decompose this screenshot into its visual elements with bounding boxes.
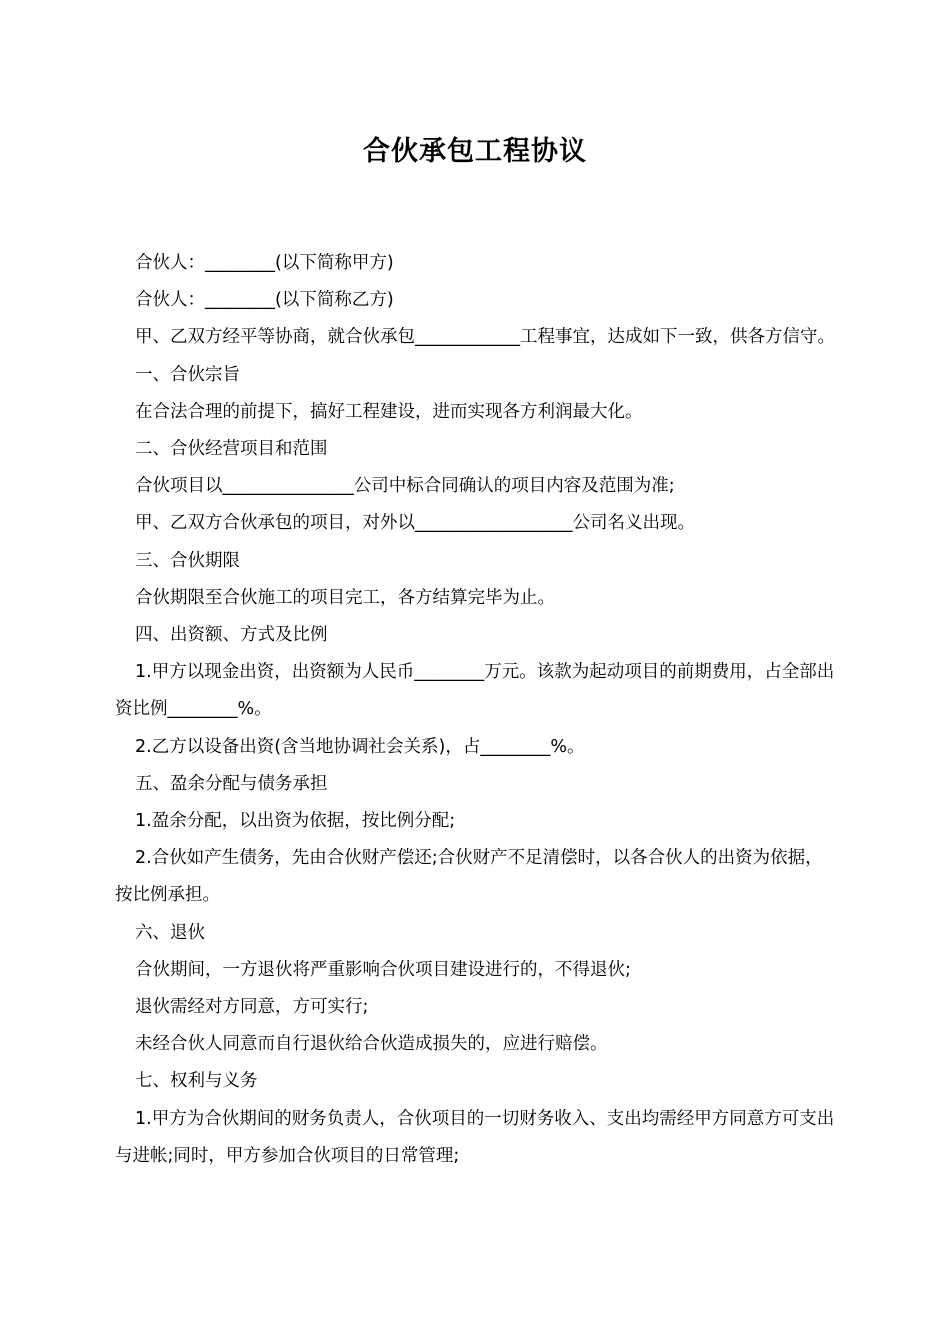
profit-paragraph-1: 1.盈余分配，以出资为依据，按比例分配; [135, 811, 456, 832]
purpose-paragraph: 在合法合理的前提下，搞好工程建设，进而实现各方利润最大化。 [135, 401, 643, 422]
section-heading-scope: 二、合伙经营项目和范围 [135, 439, 328, 460]
preamble-paragraph: 甲、乙双方经平等协商，就合伙承包____________工程事宜，达成如下一致，供各方信守。 [135, 327, 835, 348]
profit-paragraph-2: 2.合伙如产生债务，先由合伙财产偿还;合伙财产不足清偿时，以各合伙人的出资为依据，按比例承担。 [115, 848, 823, 906]
capital-paragraph-1: 1.甲方以现金出资，出资额为人民币________万元。该款为起动项目的前期费用，占全部出资比例________%。 [115, 662, 835, 720]
section-heading-withdrawal: 六、退伙 [135, 922, 205, 943]
party-a-line: 合伙人：________(以下简称甲方) [135, 253, 394, 273]
section-heading-term: 三、合伙期限 [135, 550, 240, 571]
withdrawal-paragraph-1: 合伙期间，一方退伙将严重影响合伙项目建设进行的，不得退伙; [135, 959, 631, 980]
party-b-line: 合伙人：________(以下简称乙方) [135, 290, 394, 311]
withdrawal-paragraph-3: 未经合伙人同意而自行退伙给合伙造成损失的，应进行赔偿。 [135, 1034, 608, 1055]
term-paragraph: 合伙期限至合伙施工的项目完工，各方结算完毕为止。 [135, 587, 555, 608]
document-body [115, 245, 838, 1175]
scope-paragraph-1: 合伙项目以_______________公司中标合同确认的项目内容及范围为准; [135, 476, 675, 497]
capital-paragraph-2: 2.乙方以设备出资(含当地协调社会关系)，占________%。 [135, 736, 585, 757]
section-heading-profit: 五、盈余分配与债务承担 [135, 773, 328, 794]
section-heading-capital: 四、出资额、方式及比例 [135, 625, 328, 646]
document-title: 合伙承包工程协议 [363, 136, 587, 167]
scope-paragraph-2: 甲、乙双方合伙承包的项目，对外以__________________公司名义出现。 [135, 513, 695, 534]
rights-paragraph-1: 1.甲方为合伙期间的财务负责人，合伙项目的一切财务收入、支出均需经甲方同意方可支出与进帐;同时，甲方参加合伙项目的日常管理; [115, 1108, 835, 1166]
section-heading-rights: 七、权利与义务 [135, 1071, 258, 1092]
section-heading-purpose: 一、合伙宗旨 [135, 364, 240, 385]
withdrawal-paragraph-2: 退伙需经对方同意，方可实行; [135, 997, 369, 1018]
